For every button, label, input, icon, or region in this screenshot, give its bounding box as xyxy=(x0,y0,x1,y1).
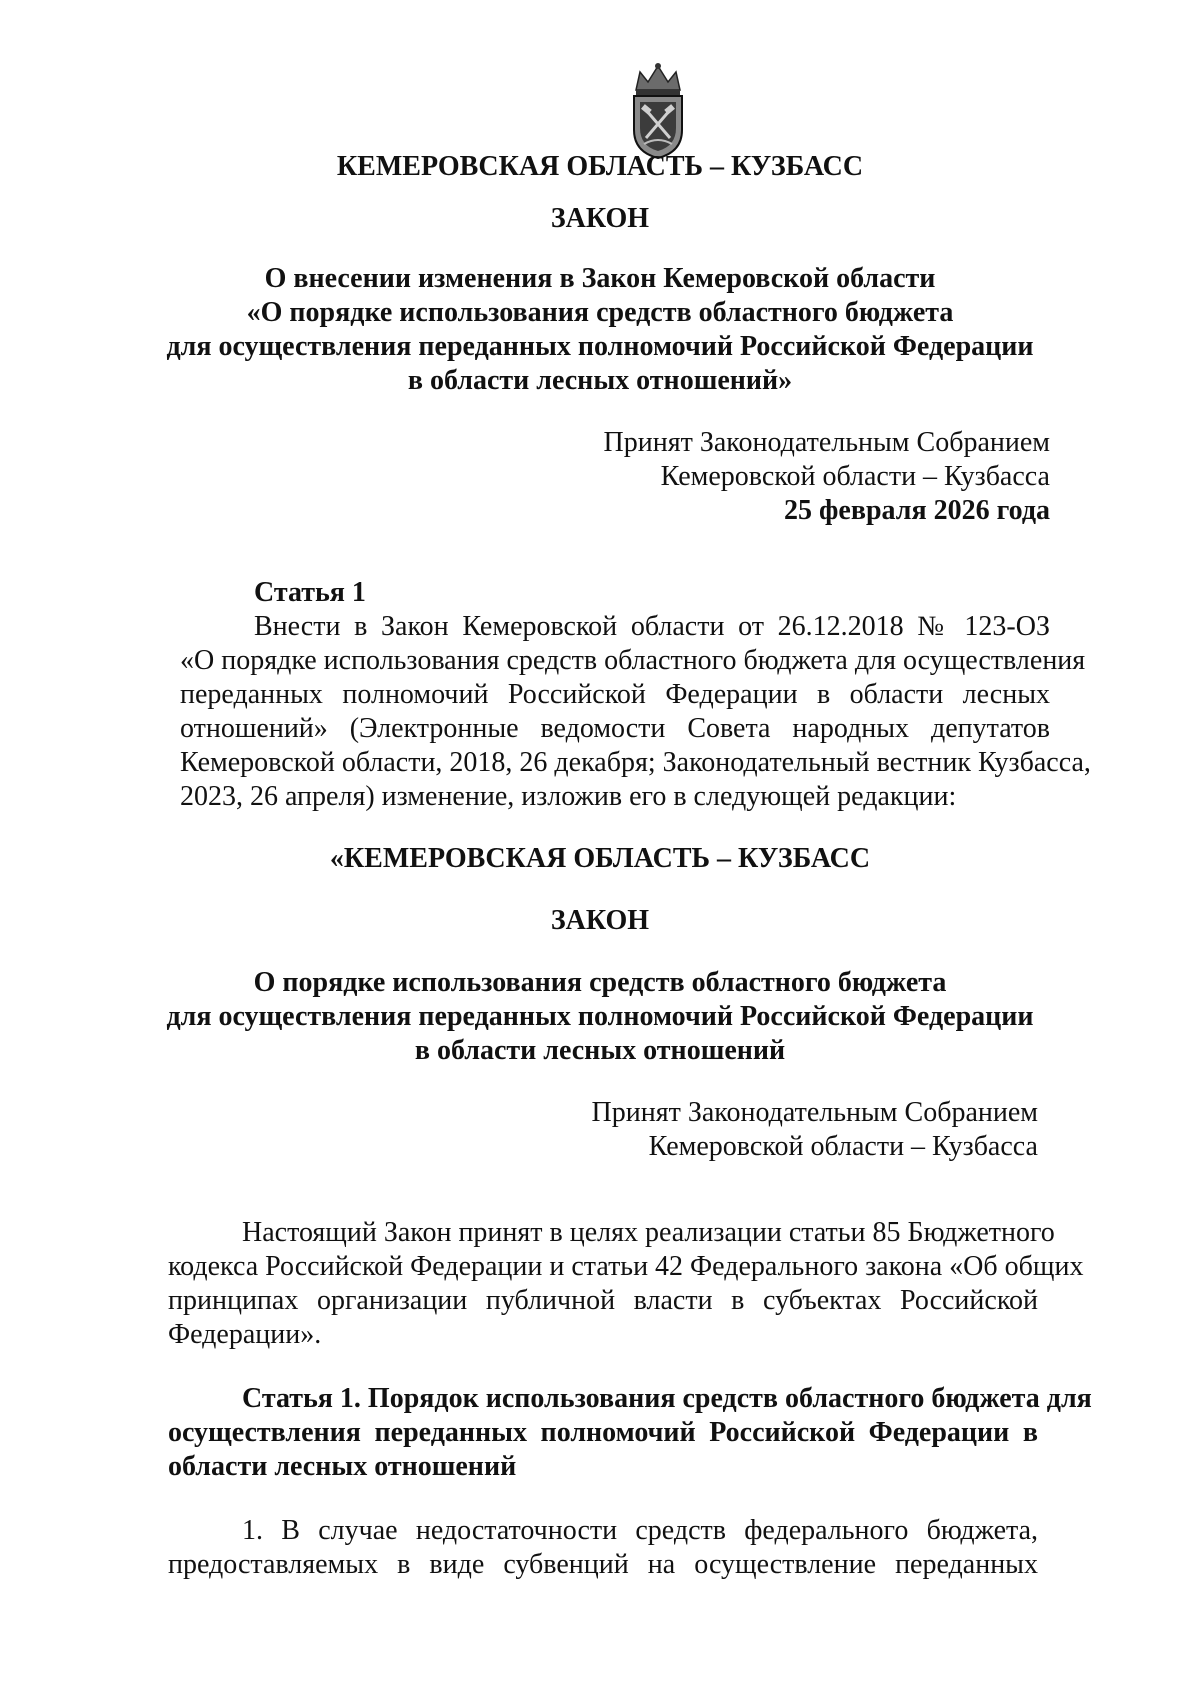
new-law-doc-type: ЗАКОН xyxy=(550,905,650,936)
preamble-line: принципах организации публичной власти в субъектах Российской xyxy=(168,1285,1038,1316)
new-article-heading-line: осуществления переданных полномочий Российской Федерации в xyxy=(168,1417,1038,1448)
region-title: КЕМЕРОВСКАЯ ОБЛАСТЬ – КУЗБАСС xyxy=(336,151,864,182)
law-title-line: для осуществления переданных полномочий Российской Федерации xyxy=(166,331,1034,362)
law-title-line: О внесении изменения в Закон Кемеровской области xyxy=(264,263,936,294)
coat-of-arms-icon xyxy=(626,60,690,160)
new-law-title-line: О порядке использования средств областного бюджета xyxy=(253,967,947,998)
article-text-line: Внести в Закон Кемеровской области от 26.12.2018 № 123-ОЗ xyxy=(254,611,1050,642)
article-text-line: Кемеровской области, 2018, 26 декабря; Законодательный вестник Кузбасса, xyxy=(180,747,1091,778)
article-text-line: «О порядке использования средств областного бюджета для осуществления xyxy=(180,645,1086,676)
new-law-title-line: в области лесных отношений xyxy=(414,1035,786,1066)
new-law-adoption-line: Кемеровской области – Кузбасса xyxy=(648,1131,1038,1162)
preamble-line: Федерации». xyxy=(168,1319,322,1350)
law-title-line: в области лесных отношений» xyxy=(407,365,793,396)
article-text-line: 2023, 26 апреля) изменение, изложив его в следующей редакции: xyxy=(180,781,957,812)
article-text-line: переданных полномочий Российской Федерации в области лесных xyxy=(180,679,1050,710)
doc-type: ЗАКОН xyxy=(550,203,650,234)
article-heading: Статья 1 xyxy=(254,577,366,608)
adoption-line: Кемеровской области – Кузбасса xyxy=(660,461,1050,492)
new-law-region: «КЕМЕРОВСКАЯ ОБЛАСТЬ – КУЗБАСС xyxy=(329,843,871,874)
new-law-adoption-line: Принят Законодательным Собранием xyxy=(591,1097,1038,1128)
article-text-line: отношений» (Электронные ведомости Совета народных депутатов xyxy=(180,713,1050,744)
new-article-heading-line: Статья 1. Порядок использования средств областного бюджета для xyxy=(242,1383,1092,1414)
preamble-line: Настоящий Закон принят в целях реализации статьи 85 Бюджетного xyxy=(242,1217,1055,1248)
point-text-line: предоставляемых в виде субвенций на осуществление переданных xyxy=(168,1549,1038,1580)
preamble-line: кодекса Российской Федерации и статьи 42 Федерального закона «Об общих xyxy=(168,1251,1084,1282)
new-law-title-line: для осуществления переданных полномочий Российской Федерации xyxy=(166,1001,1034,1032)
point-text-line: 1. В случае недостаточности средств федерального бюджета, xyxy=(242,1515,1038,1546)
law-title-line: «О порядке использования средств областного бюджета xyxy=(246,297,954,328)
new-article-heading-line: области лесных отношений xyxy=(168,1451,517,1482)
adoption-date: 25 февраля 2026 года xyxy=(784,495,1050,526)
adoption-line: Принят Законодательным Собранием xyxy=(603,427,1050,458)
